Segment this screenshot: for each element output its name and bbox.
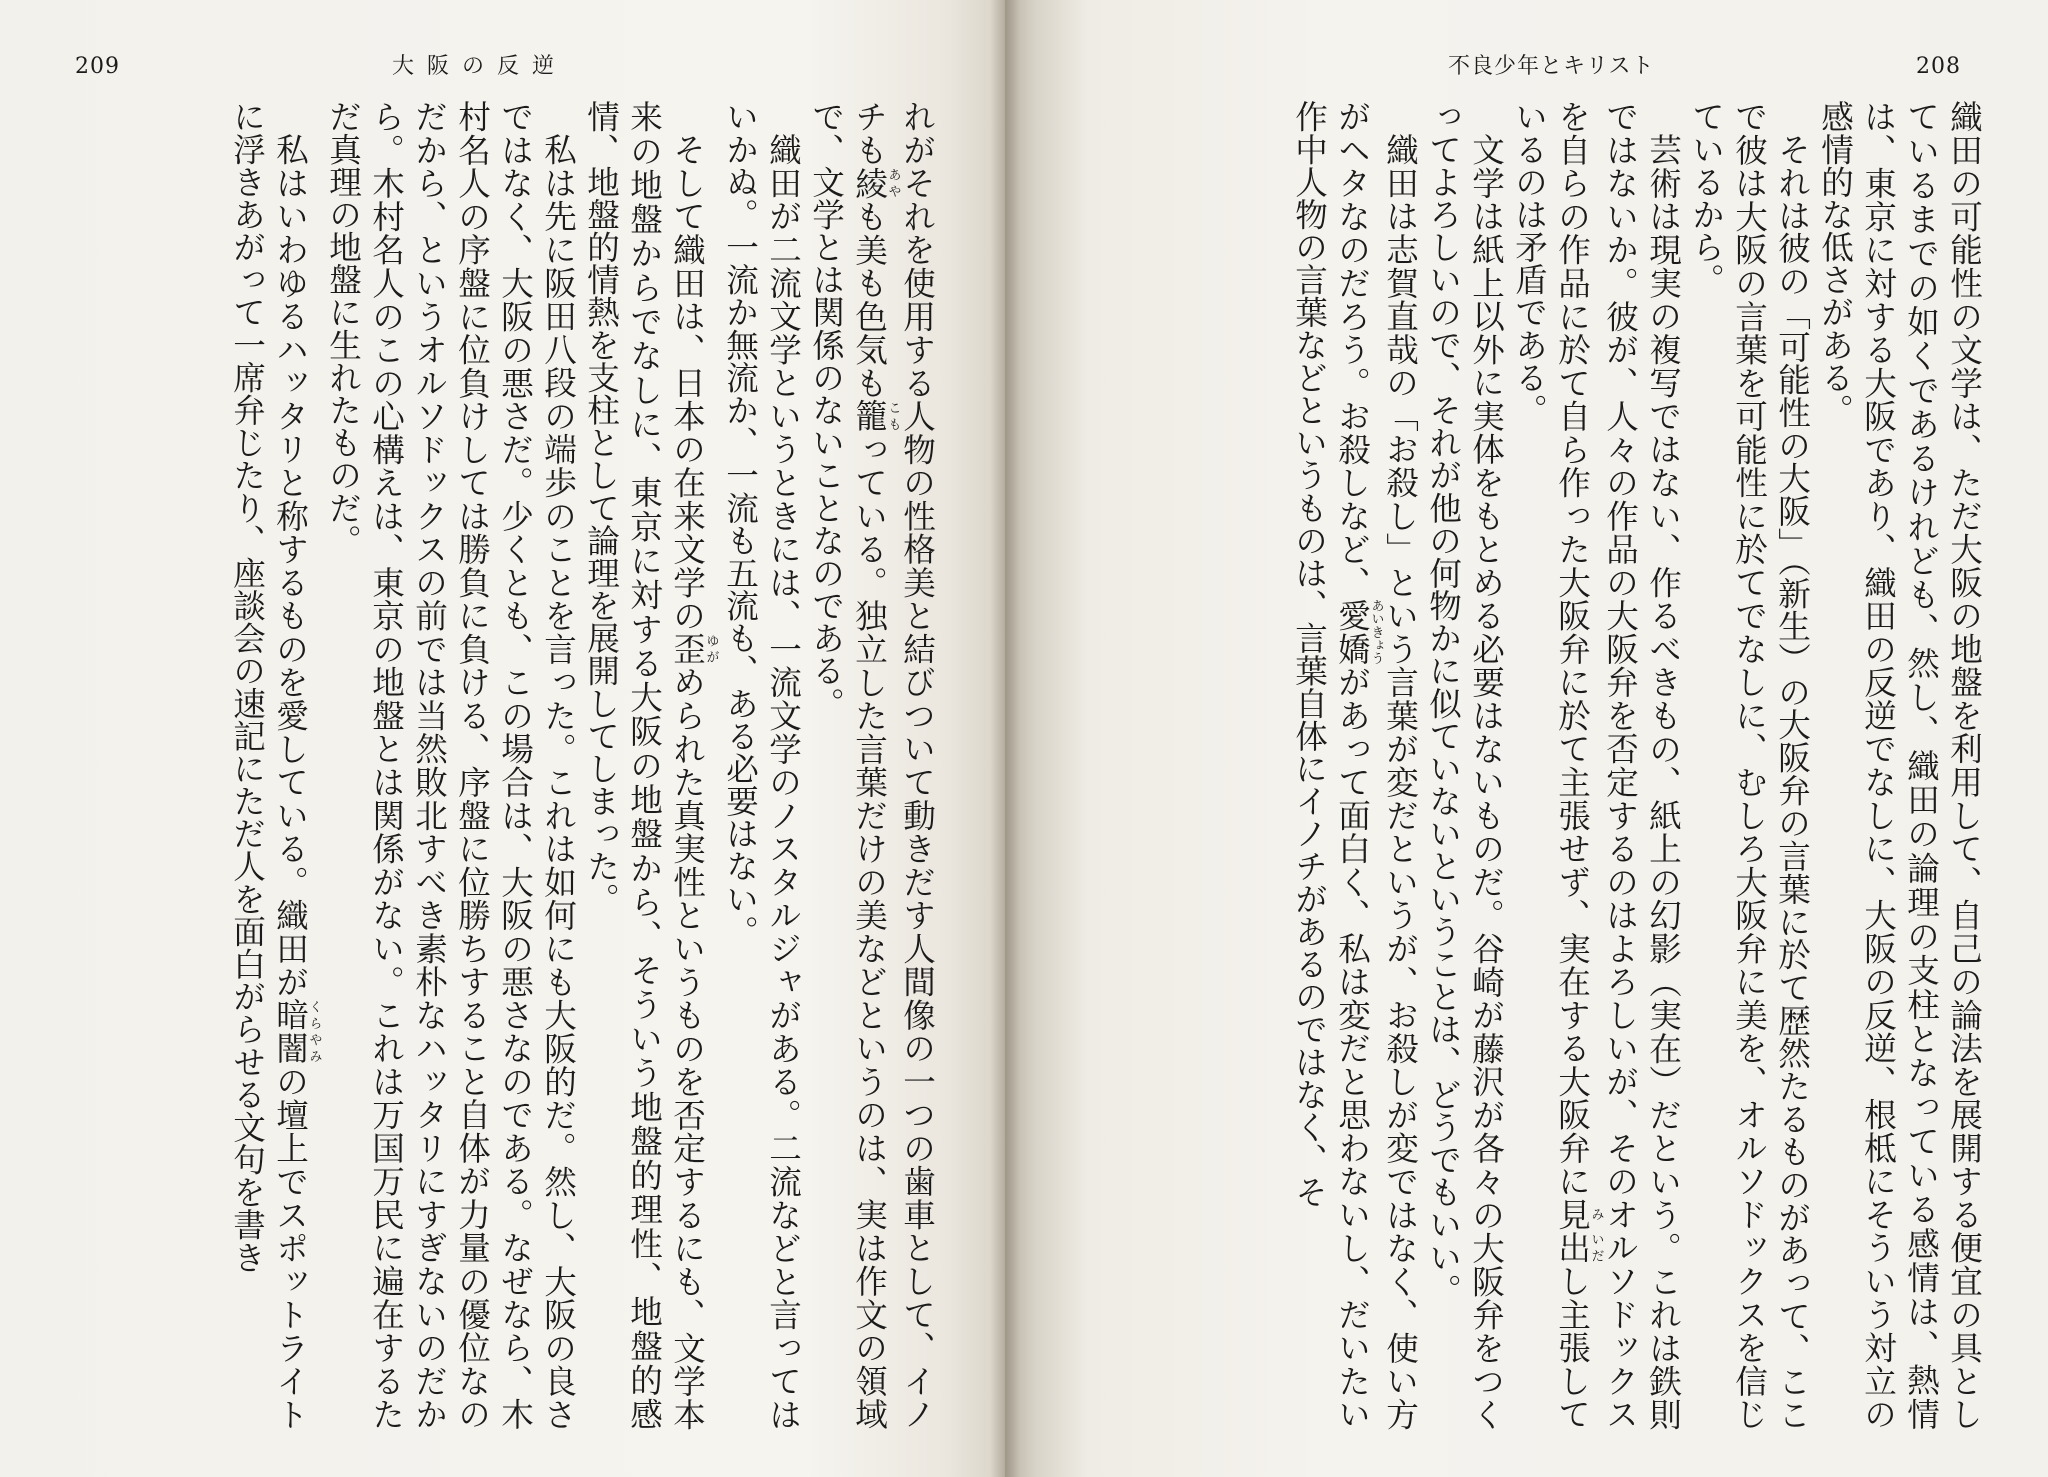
paragraph bbox=[1684, 100, 1813, 1430]
left-page-body-text bbox=[78, 100, 938, 1430]
paragraph bbox=[1507, 100, 1684, 1430]
ruby-annotated-word: 暗闇くらやみ bbox=[271, 997, 322, 1065]
paragraph bbox=[225, 100, 321, 1430]
text-run: 芸術は現実の複写ではない、作るべきもの、紙上の幻影（実在）だという。これは鉄則ではないか。彼が、人々の作品の大阪弁を否定するのはよろしいが、そのオルソドックスを自らの作品に於て自ら作った大阪弁に於て主張せず、実在する大阪弁に bbox=[1553, 100, 1682, 1430]
text-run: れがそれを使用する人物の性格美と結びついて動きだす人間像の一つの歯車として、イノチも bbox=[850, 100, 936, 1430]
text-run: それは彼の「可能性の大阪」（新生）の大阪弁の言葉に於て歴然たるものがあって、ここで彼は大阪の言葉を可能性に於てでなしに、むしろ大阪弁に美を、オルソドックスを信じているから。 bbox=[1687, 100, 1811, 1430]
furigana: み bbox=[1588, 1197, 1604, 1231]
furigana: あいきょう bbox=[1368, 599, 1384, 665]
left-running-head: 大阪の反逆 bbox=[392, 54, 568, 79]
ruby-annotated-word: 綾あや bbox=[850, 166, 901, 200]
paragraph bbox=[718, 100, 804, 1430]
text-run: っている。独立した言葉だけの美などというのは、実は作文の領域で、文学とは関係のないことなのである。 bbox=[807, 100, 888, 1430]
text-run: められた真実性というものを否定するにも、文学本来の地盤からでなしに、東京に対する大阪の地盤から、そういう地盤的理性、地盤的感情、地盤的情熱を支柱として論理を展開してしまった。 bbox=[582, 100, 706, 1430]
paragraph bbox=[804, 100, 938, 1430]
right-page-body-text bbox=[1115, 100, 1985, 1430]
text-run: 織田の可能性の文学は、ただ大阪の地盤を利用して、自己の論法を展開する便宜の具としているまでの如くであるけれども、然し、織田の論理の支柱となっている感情は、熱情は、東京に対する大阪であり、織田の反逆でなしに、大阪の反逆、根柢にそういう対立の感情的な低さがある。 bbox=[1816, 100, 1983, 1430]
text-run: があって面白く、私は変だと思わないし、だいたい作中人物の言葉などというものは、言葉自体にイノチがあるのではなく、そ bbox=[1290, 100, 1371, 1430]
paragraph bbox=[1813, 100, 1985, 1430]
left-page bbox=[0, 0, 1005, 1477]
ruby-annotated-word: 籠こも bbox=[850, 399, 901, 433]
furigana: あや bbox=[885, 166, 901, 200]
paragraph bbox=[579, 100, 718, 1430]
ruby-annotated-word: 見み bbox=[1553, 1197, 1604, 1232]
right-page bbox=[1005, 0, 2048, 1477]
text-run: 文学は紙上以外に実体をもとめる必要はないものだ。谷崎が藤沢が各々の大阪弁をつくってよろしいので、それが他の何物かに似ていないということは、どうでもいい。 bbox=[1424, 100, 1505, 1430]
paragraph bbox=[321, 100, 579, 1430]
ruby-annotated-word: 愛嬌あいきょう bbox=[1333, 599, 1384, 666]
text-run: 織田は志賀直哉の「お殺し」という言葉が変だというが、お殺しが変ではなく、使い方がヘタなのだろう。お殺しなど、 bbox=[1333, 100, 1419, 1430]
left-page-number: 209 bbox=[75, 54, 120, 79]
furigana: ゆが bbox=[703, 631, 719, 665]
ruby-annotated-word: 歪ゆが bbox=[668, 631, 719, 666]
right-running-head: 不良少年とキリスト bbox=[1448, 54, 1655, 79]
text-run: 私は先に阪田八段の端歩のことを言った。これは如何にも大阪的だ。然し、大阪の良さではなく、大阪の悪さだ。少くとも、この場合は、大阪の悪さなのである。なぜなら、木村名人の序盤に位負けしては勝負に負ける、序盤に位勝ちすること自体が力量の優位なのだから、というオルソドックスの前では当然敗北すべき素朴なハッタリにすぎないのだから。木村名人のこの心構えは、東京の地盤とは関係がない。これは万国万民に遍在するただ真理の地盤に生れたものだ。 bbox=[324, 100, 577, 1430]
paragraph bbox=[1287, 100, 1421, 1430]
furigana: くらやみ bbox=[306, 997, 322, 1064]
paragraph bbox=[1421, 100, 1507, 1430]
text-run: 私はいわゆるハッタリと称するものを愛している。織田が bbox=[271, 132, 309, 998]
text-run: 織田が二流文学というときには、一流文学のノスタルジャがある。二流などと言ってはいかぬ。一流か無流か、一流も五流も、ある必要はない。 bbox=[721, 100, 802, 1430]
furigana: こも bbox=[885, 399, 901, 433]
text-run: そして織田は、日本の在来文学の bbox=[668, 132, 706, 632]
text-run: の壇上でスポットライトに浮きあがって一席弁じたり、座談会の速記にただ人を面白がらせる文句を書き bbox=[228, 100, 309, 1430]
book-gutter-shadow bbox=[990, 0, 1020, 1477]
ruby-annotated-word: 出いだ bbox=[1553, 1231, 1604, 1265]
right-page-number: 208 bbox=[1916, 54, 1961, 79]
text-run: し主張しているのは矛盾である。 bbox=[1510, 100, 1591, 1430]
furigana: いだ bbox=[1588, 1231, 1604, 1264]
text-run: も美も色気も bbox=[850, 199, 888, 400]
